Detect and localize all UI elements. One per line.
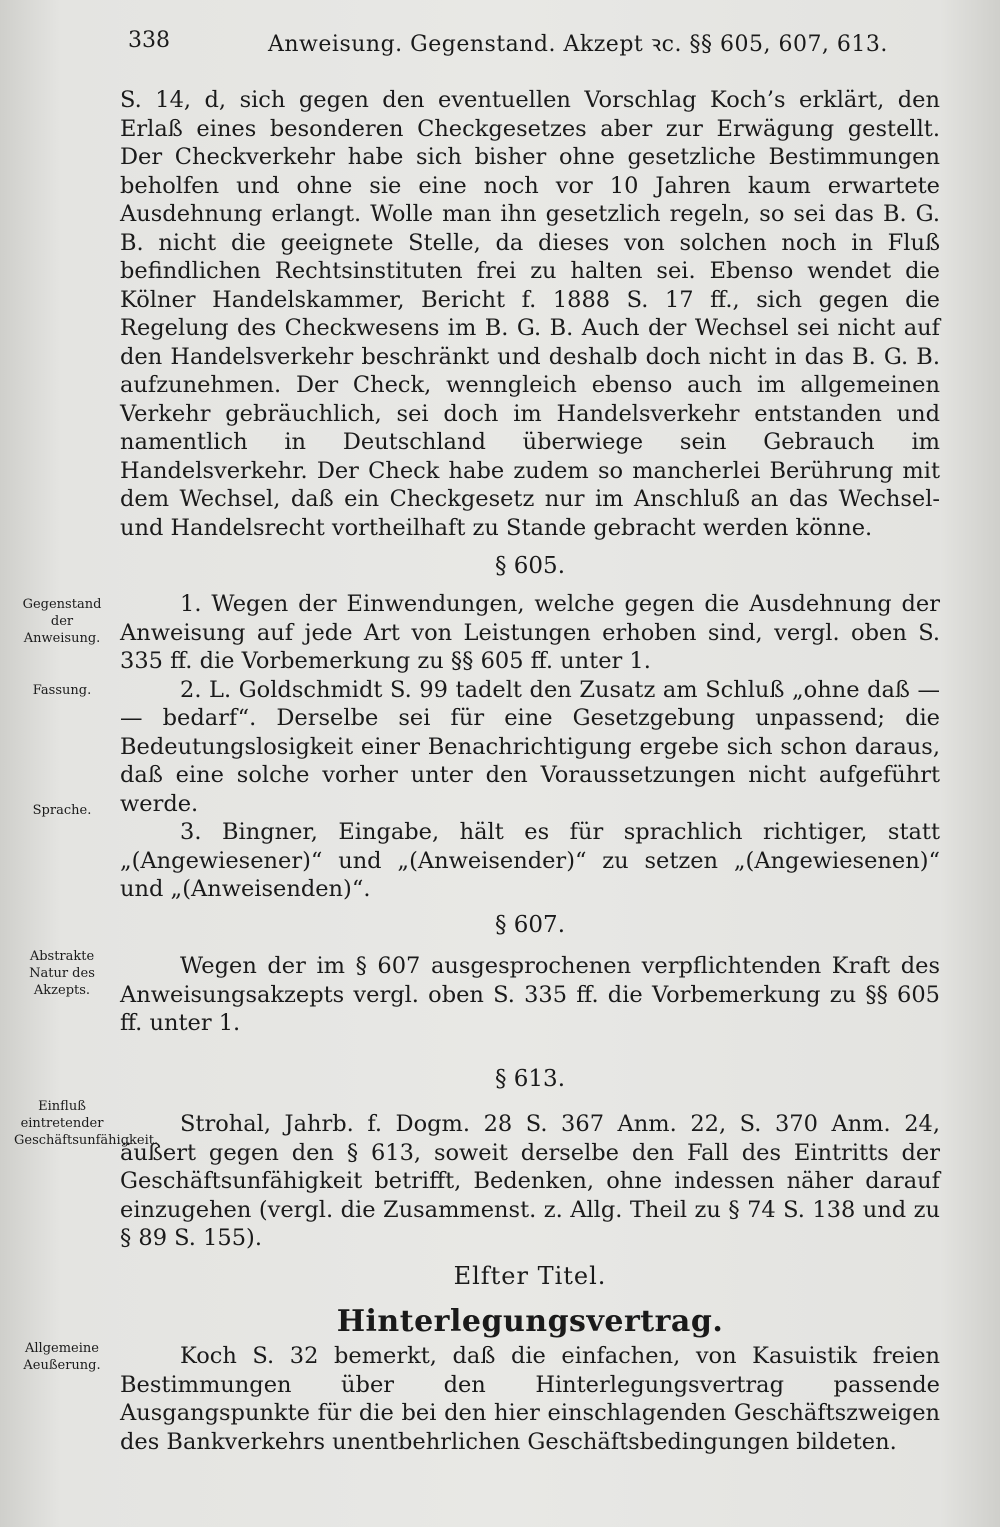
- section-605-heading: § 605.: [494, 553, 566, 579]
- section-613-body: [120, 1110, 940, 1253]
- page-number: 338: [128, 28, 170, 53]
- section-605-paragraph-2: 2. L. Goldschmidt S. 99 tadelt den Zusatz am Schluß „ohne daß — — bedarf“. Derselbe sei für eine Gesetzgebung unpassend; die Bedeutungslosigkeit einer Benachrichtigung ergebe sich schon daraus, daß eine solche vorher unter den Voraussetzungen nicht aufgeführt werde.: [120, 676, 940, 817]
- running-head: Anweisung. Gegenstand. Akzept ꝛc. §§ 605, 607, 613.: [268, 32, 888, 57]
- section-605-paragraph-1: 1. Wegen der Einwendungen, welche gegen die Ausdehnung der Anweisung auf jede Art von Leistungen erhoben sind, vergl. oben S. 335 ff. die Vorbemerkung zu §§ 605 ff. unter 1.: [120, 591, 940, 674]
- section-605-paragraph-3: 3. Bingner, Eingabe, hält es für sprachlich richtiger, statt „(Angewiesener)“ und „(Anweisender)“ zu setzen „(Angewiesenen)“ und „(Anweisenden)“.: [120, 819, 940, 902]
- section-607-body: [120, 952, 940, 1038]
- section-613-heading: § 613.: [494, 1066, 566, 1092]
- margin-note-allgemeine: Allgemeine Aeußerung.: [23, 1341, 101, 1373]
- section-607-paragraph: Wegen der im § 607 ausgesprochenen verpflichtenden Kraft des Anweisungsakzepts vergl. oben S. 335 ff. die Vorbemerkung zu §§ 605 ff. unter 1.: [120, 953, 940, 1036]
- intro-paragraph-block: [120, 86, 940, 542]
- title-11-paragraph: Koch S. 32 bemerkt, daß die einfachen, von Kasuistik freien Bestimmungen über den Hinterlegungsvertrag passende Ausgangspunkte für die bei den hier einschlagenden Geschäftszweigen des Bankverkehrs unentbehrlichen Geschäftsbedingungen bildeten.: [120, 1343, 940, 1455]
- title-heading: Hinterlegungsvertrag.: [336, 1304, 724, 1339]
- margin-note-einfluss: Einfluß eintretender Geschäftsunfähigkeit.: [14, 1099, 159, 1148]
- intro-paragraph: S. 14, d, sich gegen den eventuellen Vorschlag Koch’s erklärt, den Erlaß eines besonderen Checkgesetzes aber zur Erwägung gestellt. Der Checkverkehr habe sich bisher ohne gesetzliche Bestimmungen beholfen und ohne sie eine noch vor 10 Jahren kaum erwartete Ausdehnung erlangt. Wolle man ihn gesetzlich regeln, so sei das B. G. B. nicht die geeignete Stelle, da dieses von solchen noch in Fluß befindlichen Rechtsinstituten frei zu halten sei. Ebenso wendet die Kölner Handelskammer, Bericht f. 1888 S. 17 ff., sich gegen die Regelung des Checkwesens im B. G. B. Auch der Wechsel sei nicht auf den Handelsverkehr beschränkt und deshalb doch nicht in das B. G. B. aufzunehmen. Der Check, wenngleich ebenso auch im allgemeinen Verkehr gebräuchlich, sei doch im Handelsverkehr entstanden und namentlich in Deutschland überwiege sein Gebrauch im Handelsverkehr. Der Check habe zudem so mancherlei Berührung mit dem Wechsel, daß ein Checkgesetz nur im Anschluß an das Wechsel- und Handelsrecht vortheilhaft zu Stande gebracht werden könne.: [120, 87, 940, 541]
- section-605-body: [120, 590, 940, 904]
- margin-note-abstrakte: Abstrakte Natur des Akzepts.: [29, 949, 95, 998]
- title-11-body: [120, 1342, 940, 1456]
- title-number: Elfter Titel.: [453, 1262, 607, 1290]
- margin-note-fassung: Fassung.: [32, 683, 92, 698]
- margin-note-sprache: Sprache.: [32, 803, 92, 818]
- margin-note-gegenstand: Gegenstand der Anweisung.: [22, 597, 102, 646]
- section-607-heading: § 607.: [494, 912, 566, 938]
- section-613-paragraph: Strohal, Jahrb. f. Dogm. 28 S. 367 Anm. 22, S. 370 Anm. 24, äußert gegen den § 613, soweit derselbe den Fall des Eintritts der Geschäftsunfähigkeit betrifft, Bedenken, ohne indessen näher darauf einzugehen (vergl. die Zusammenst. z. Allg. Theil zu § 74 S. 138 und zu § 89 S. 155).: [120, 1111, 940, 1251]
